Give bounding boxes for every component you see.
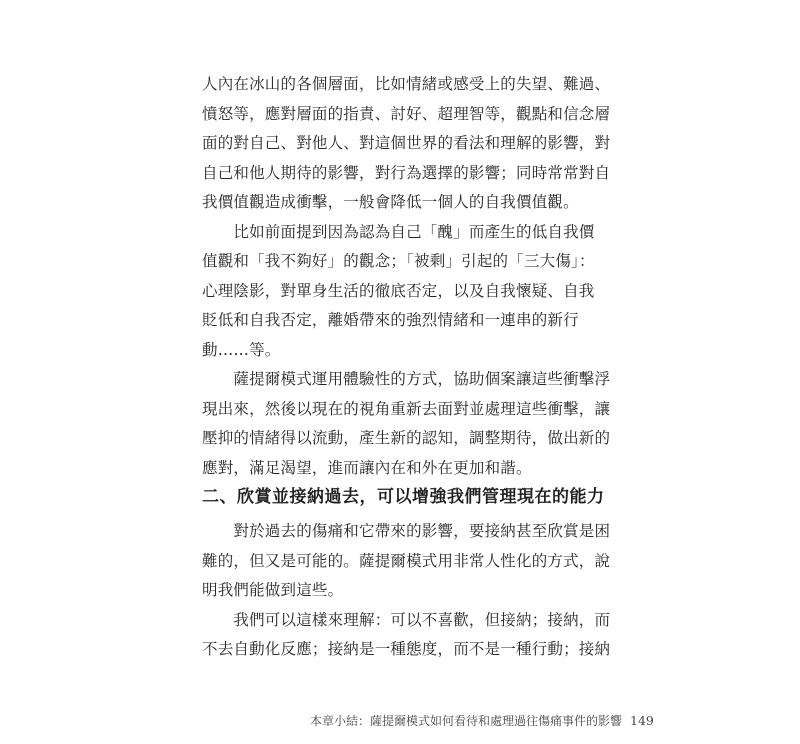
- text-line: 人內在冰山的各個層面，比如情緒或感受上的失望、難過、: [202, 75, 611, 93]
- paragraph-1: [202, 70, 611, 218]
- text-line: 我價值觀造成衝擊，一般會降低一個人的自我價值觀。: [202, 193, 579, 211]
- text-line: 不去自動化反應；接納是一種態度，而不是一種行動；接納: [202, 640, 611, 658]
- text-line: 難的，但又是可能的。薩提爾模式用非常人性化的方式，說: [202, 551, 611, 570]
- text-line: 應對，滿足渴望，進而讓內在和外在更加和諧。: [202, 458, 532, 477]
- text-line: 我們可以這樣來理解：可以不喜歡，但接納；接納，而: [202, 610, 611, 629]
- text-line: 心理陰影，對單身生活的徹底否定，以及自我懷疑、自我: [202, 281, 595, 300]
- running-footer: [310, 712, 660, 729]
- paragraph-5: [202, 606, 611, 665]
- text-line: 明我們能做到這些。: [202, 581, 344, 599]
- section-bottom: [202, 517, 611, 665]
- text-line: 面的對自己、對他人、對這個世界的看法和理解的影響，對: [202, 134, 611, 152]
- text-line: 壓抑的情緒得以流動，產生新的認知，調整期待，做出新的: [202, 429, 611, 447]
- paragraph-2: [202, 218, 602, 366]
- text-line: 對於過去的傷痛和它帶來的影響，要接納甚至欣賞是困: [202, 522, 611, 540]
- footer-chapter-title: 本章小結：薩提爾模式如何看待和處理過往傷痛事件的影響: [310, 714, 623, 728]
- text-line: 值觀和「我不夠好」的觀念；「被剩」引起的「三大傷」：: [202, 252, 595, 270]
- text-line: 自己和他人期待的影響，對行為選擇的影響；同時常常對自: [202, 163, 611, 182]
- text-line: 貶低和自我否定，離婚帶來的強烈情緒和一連串的新行: [202, 311, 579, 329]
- text-line: 薩提爾模式運用體驗性的方式，協助個案讓這些衝擊浮: [202, 370, 611, 388]
- text-line: 憤怒等，應對層面的指責、討好、超理智等，觀點和信念層: [202, 104, 611, 123]
- paragraph-3: [202, 365, 611, 483]
- text-line: 比如前面提到因為認為自己「醜」而產生的低自我價: [202, 222, 595, 241]
- text-line: 現出來，然後以現在的視角重新去面對並處理這些衝擊，讓: [202, 399, 611, 418]
- page-number: 149: [630, 713, 654, 728]
- section-heading: 二、欣賞並接納過去，可以增強我們管理現在的能力: [202, 487, 605, 507]
- paragraph-4: [202, 517, 611, 606]
- section-top: [202, 70, 611, 483]
- text-line: 動……等。: [202, 340, 281, 359]
